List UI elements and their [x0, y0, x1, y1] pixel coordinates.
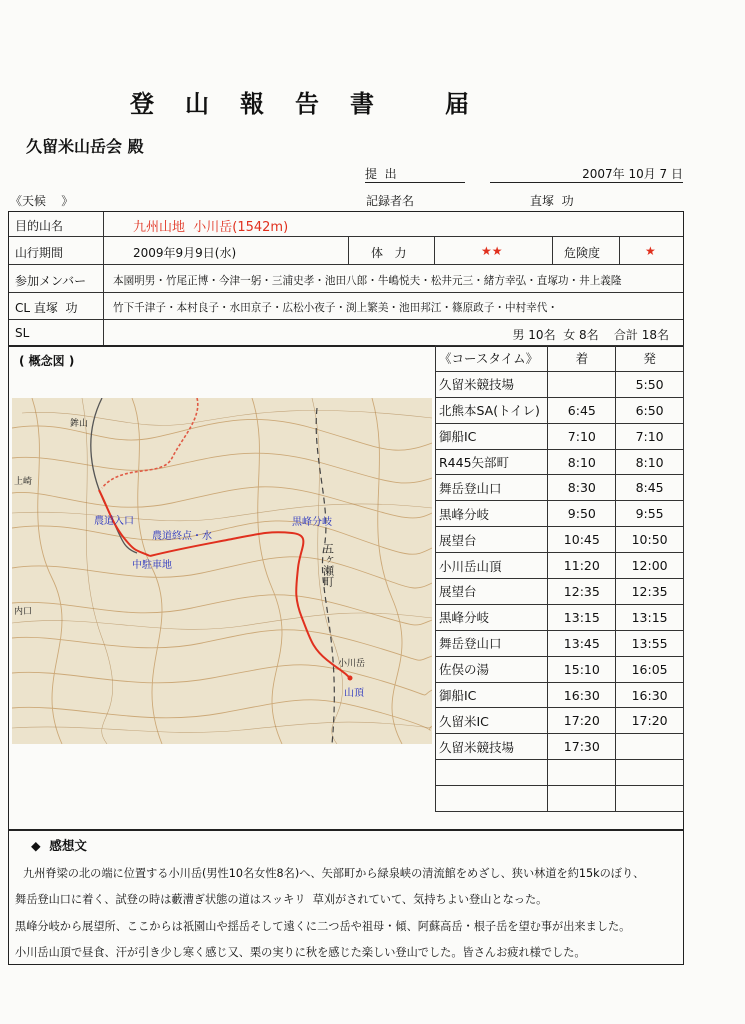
topographic-map-image: [12, 398, 432, 744]
arrive-cell: 16:30: [548, 682, 616, 708]
depart-cell: 12:35: [616, 579, 684, 605]
place-cell: 黒峰分岐: [436, 501, 548, 527]
table-row: [436, 630, 684, 656]
danger-value: ★: [645, 244, 656, 258]
table-row: [436, 682, 684, 708]
stamina-value: ★★: [481, 244, 503, 258]
impressions-line: 九州脊梁の北の端に位置する小川岳(男性10名女性8名)へ、矢部町から緑泉峡の清流館をめざし、狭い林道を約15kのぼり、: [23, 867, 645, 880]
table-row: [436, 527, 684, 553]
grid-line: [348, 236, 349, 264]
table-row: [436, 656, 684, 682]
cl-label: CL 直塚 功: [15, 301, 78, 315]
course-header-label: 《コースタイム》: [436, 346, 548, 372]
place-cell: 舞岳登山口: [436, 475, 548, 501]
arrive-cell: 10:45: [548, 527, 616, 553]
impressions-box: [8, 829, 684, 965]
arrive-cell: 6:45: [548, 397, 616, 423]
arrive-cell: [548, 760, 616, 786]
table-row: [436, 475, 684, 501]
depart-cell: 13:55: [616, 630, 684, 656]
arrive-header: 着: [548, 346, 616, 372]
grid-line: [552, 236, 553, 264]
place-cell: 佐俣の湯: [436, 656, 548, 682]
depart-cell: 6:50: [616, 397, 684, 423]
course-header-row: [436, 346, 684, 372]
map-section-label: ( 概念図 ): [19, 354, 75, 368]
place-cell: 久留米IC: [436, 708, 548, 734]
title-char: 告: [295, 90, 319, 118]
sl-label: SL: [15, 326, 30, 340]
place-cell: 展望台: [436, 579, 548, 605]
title-char: 書: [350, 90, 374, 118]
arrive-cell: 9:50: [548, 501, 616, 527]
impressions-line: 小川岳山頂で昼食、汗が引き少し寒く感じ又、栗の実りに秋を感じた楽しい登山でした。皆さんお疲れ様でした。: [15, 946, 586, 959]
map-label-end: 農道終点・水: [152, 531, 212, 542]
title-char: 報: [240, 90, 264, 118]
danger-label: 危険度: [564, 246, 601, 260]
arrive-cell: [548, 786, 616, 812]
arrive-cell: 7:10: [548, 423, 616, 449]
info-grid: [8, 211, 684, 347]
arrive-cell: 13:45: [548, 630, 616, 656]
table-row: [436, 423, 684, 449]
map-label-peak-name: 小川岳: [338, 659, 366, 669]
map-label-peak: 山頂: [344, 688, 364, 699]
depart-cell: 16:05: [616, 656, 684, 682]
impressions-line: 黒峰分岐から展望所、ここからは祇園山や揺岳そして遠くに二つ岳や祖母・傾、阿蘇高岳・根子岳を望む事が出来ました。: [15, 920, 631, 933]
map-label-junction: 黒峰分岐: [292, 517, 332, 528]
map-label-town: 五ヶ瀬町: [321, 543, 335, 587]
course-time-table: [435, 345, 684, 812]
target-label: 目的山名: [15, 219, 64, 233]
table-row: [436, 449, 684, 475]
map-label-place: 鉾山: [70, 419, 89, 429]
period-value: 2009年9月9日(水): [133, 246, 237, 260]
period-label: 山行期間: [15, 246, 64, 260]
members-male: 本園明男・竹尾正博・今津一躬・三浦史孝・池田八郎・牛嶋悦夫・松井元三・緒方幸弘・直塚功・井上義隆: [113, 275, 622, 287]
table-row: [436, 579, 684, 605]
table-row: [436, 501, 684, 527]
depart-cell: [616, 786, 684, 812]
grid-line: [619, 236, 620, 264]
place-cell: 黒峰分岐: [436, 604, 548, 630]
submit-date: 2007年 10月 7 日: [490, 165, 683, 183]
grid-line: [9, 236, 683, 237]
place-cell: 展望台: [436, 527, 548, 553]
table-row: [436, 553, 684, 579]
depart-cell: 8:45: [616, 475, 684, 501]
title-char: 登: [130, 90, 154, 118]
arrive-cell: 8:10: [548, 449, 616, 475]
members-label: 参加メンバー: [15, 274, 87, 288]
arrive-cell: 17:20: [548, 708, 616, 734]
grid-line: [9, 319, 683, 320]
arrive-cell: 17:30: [548, 734, 616, 760]
place-cell: 舞岳登山口: [436, 630, 548, 656]
depart-cell: 13:15: [616, 604, 684, 630]
grid-line: [9, 292, 683, 293]
place-cell: 久留米競技場: [436, 734, 548, 760]
place-cell: 久留米競技場: [436, 371, 548, 397]
target-value: 九州山地 小川岳(1542m): [133, 220, 289, 235]
place-cell: R445矢部町: [436, 449, 548, 475]
map-label-place: 内口: [14, 607, 33, 617]
table-row: [436, 786, 684, 812]
weather-label: 《天候 》: [10, 194, 74, 208]
arrive-cell: 8:30: [548, 475, 616, 501]
table-row: [436, 708, 684, 734]
submit-label: 提 出: [365, 165, 465, 183]
title-char: 山: [185, 90, 209, 118]
depart-cell: 16:30: [616, 682, 684, 708]
depart-cell: 8:10: [616, 449, 684, 475]
depart-cell: 9:55: [616, 501, 684, 527]
recorder-label: 記録者名: [366, 194, 415, 208]
depart-cell: 17:20: [616, 708, 684, 734]
table-row: [436, 397, 684, 423]
place-cell: 小川岳山頂: [436, 553, 548, 579]
depart-cell: 7:10: [616, 423, 684, 449]
member-count: 男 10名 女 8名 合計 18名: [512, 328, 669, 342]
arrive-cell: 11:20: [548, 553, 616, 579]
arrive-cell: [548, 371, 616, 397]
place-cell: 御船IC: [436, 682, 548, 708]
table-row: [436, 734, 684, 760]
stamina-label: 体 力: [371, 246, 407, 260]
place-cell: [436, 760, 548, 786]
map-label-parking: 中駐車地: [132, 560, 172, 571]
depart-cell: 5:50: [616, 371, 684, 397]
title-char: 届: [445, 90, 469, 118]
depart-cell: 10:50: [616, 527, 684, 553]
arrive-cell: 12:35: [548, 579, 616, 605]
report-title: [130, 84, 469, 119]
impressions-heading: ◆ 感想文: [31, 838, 87, 853]
place-cell: 北熊本SA(トイレ): [436, 397, 548, 423]
table-row: [436, 604, 684, 630]
table-row: [436, 760, 684, 786]
table-row: [436, 371, 684, 397]
depart-cell: 12:00: [616, 553, 684, 579]
recorder-name: 直塚 功: [530, 194, 574, 208]
impressions-line: 舞岳登山口に着く、試登の時は藪漕ぎ状態の道はスッキリ 草刈がされていて、気持ちよい登山となった。: [15, 893, 548, 906]
members-female: 竹下千津子・本村良子・水田京子・広松小夜子・渕上繁美・池田邦江・篠原政子・中村幸代・: [113, 302, 558, 314]
depart-cell: [616, 760, 684, 786]
club-name: 久留米山岳会 殿: [26, 137, 144, 156]
map-label-start: 農道入口: [94, 516, 134, 527]
arrive-cell: 13:15: [548, 604, 616, 630]
grid-line: [103, 212, 104, 346]
depart-header: 発: [616, 346, 684, 372]
route-map: [12, 398, 432, 744]
grid-line: [434, 236, 435, 264]
map-label-place: 上崎: [14, 477, 33, 487]
depart-cell: [616, 734, 684, 760]
grid-line: [9, 264, 683, 265]
arrive-cell: 15:10: [548, 656, 616, 682]
place-cell: 御船IC: [436, 423, 548, 449]
place-cell: [436, 786, 548, 812]
